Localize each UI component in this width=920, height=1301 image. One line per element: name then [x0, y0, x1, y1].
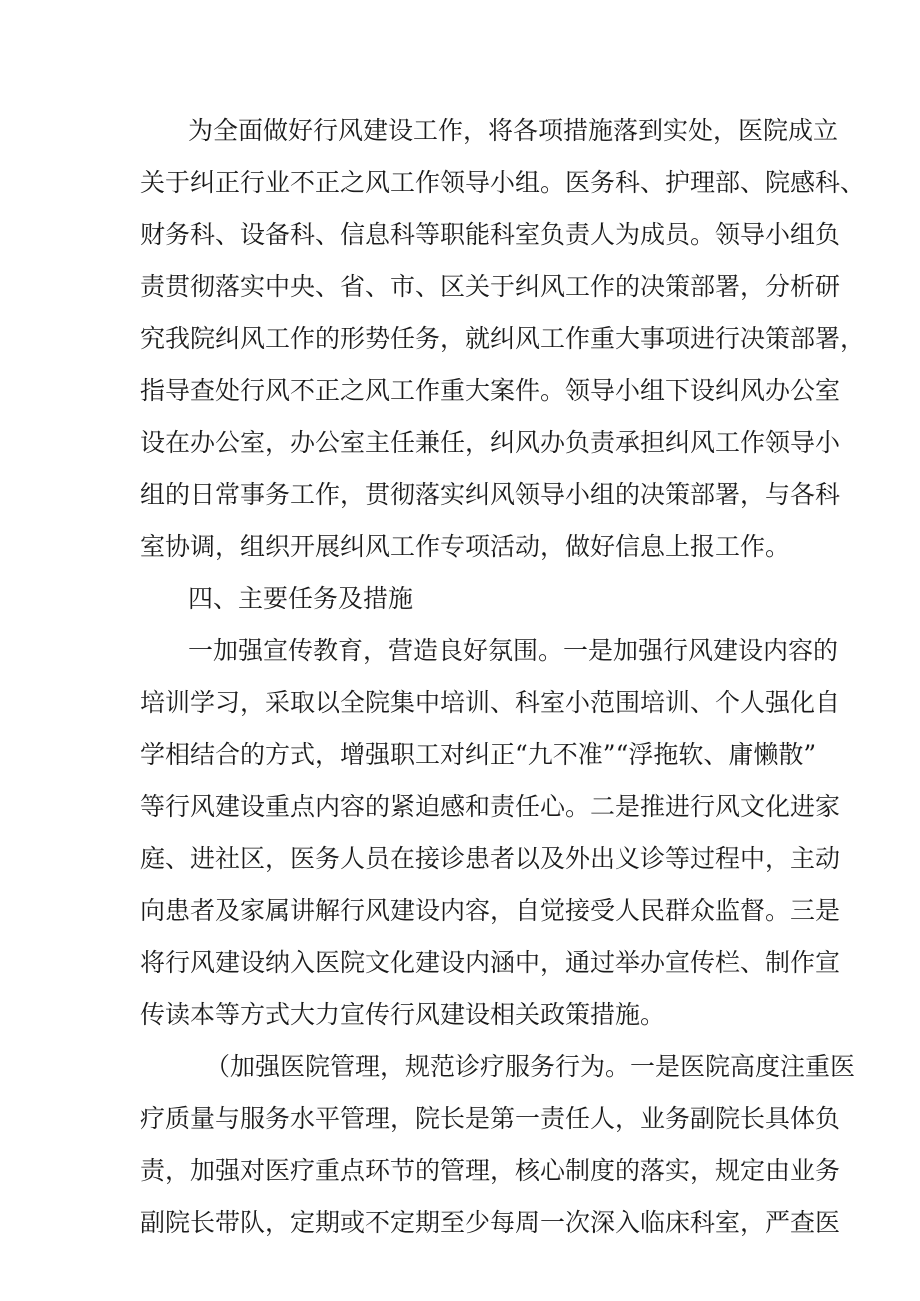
paragraph-1-line-1: 为全面做好行风建设工作，将各项措施落到实处，医院成立: [188, 116, 839, 145]
paragraph-1-line-3: 财务科、设备科、信息科等职能科室负责人为成员。领导小组负: [140, 220, 841, 249]
paragraph-3-line-4: 副院长带队，定期或不定期至少每周一次深入临床科室，严查医: [140, 1208, 841, 1237]
paragraph-1-line-9: 室协调，组织开展纠风工作专项活动，做好信息上报工作。: [140, 532, 791, 561]
paragraph-1-line-2: 关于纠正行业不正之风工作领导小组。医务科、护理部、院感科、: [140, 168, 866, 197]
paragraph-1-line-8: 组的日常事务工作，贯彻落实纠风领导小组的决策部署，与各科: [140, 480, 841, 509]
paragraph-1-line-6: 指导查处行风不正之风工作重大案件。领导小组下设纠风办公室: [140, 376, 841, 405]
paragraph-3-line-3: 责，加强对医疗重点环节的管理，核心制度的落实，规定由业务: [140, 1156, 841, 1185]
paragraph-2-line-1: 一加强宣传教育，营造良好氛围。一是加强行风建设内容的: [188, 636, 839, 665]
paragraph-1-line-5: 究我院纠风工作的形势任务，就纠风工作重大事项进行决策部署，: [140, 324, 866, 353]
paragraph-2-line-5: 庭、进社区，医务人员在接诊患者以及外出义诊等过程中，主动: [140, 844, 841, 873]
paragraph-3-line-1: （加强医院管理，规范诊疗服务行为。一是医院高度注重医: [205, 1052, 856, 1081]
paragraph-2-line-2: 培训学习，采取以全院集中培训、科室小范围培训、个人强化自: [140, 688, 841, 717]
paragraph-2-line-4: 等行风建设重点内容的紧迫感和责任心。二是推进行风文化进家: [140, 792, 841, 821]
paragraph-2-line-3: 学相结合的方式，增强职工对纠正“九不准”“浮拖软、庸懒散”: [140, 740, 817, 769]
paragraph-2-line-7: 将行风建设纳入医院文化建设内涵中，通过举办宣传栏、制作宣: [140, 948, 841, 977]
paragraph-3-line-2: 疗质量与服务水平管理，院长是第一责任人，业务副院长具体负: [140, 1104, 841, 1133]
section-heading: 四、主要任务及措施: [188, 584, 414, 613]
paragraph-1-line-4: 责贯彻落实中央、省、市、区关于纠风工作的决策部署，分析研: [140, 272, 841, 301]
paragraph-2-line-8: 传读本等方式大力宣传行风建设相关政策措施。: [140, 1000, 666, 1029]
paragraph-1-line-7: 设在办公室，办公室主任兼任，纠风办负责承担纠风工作领导小: [140, 428, 841, 457]
paragraph-2-line-6: 向患者及家属讲解行风建设内容，自觉接受人民群众监督。三是: [140, 896, 841, 925]
